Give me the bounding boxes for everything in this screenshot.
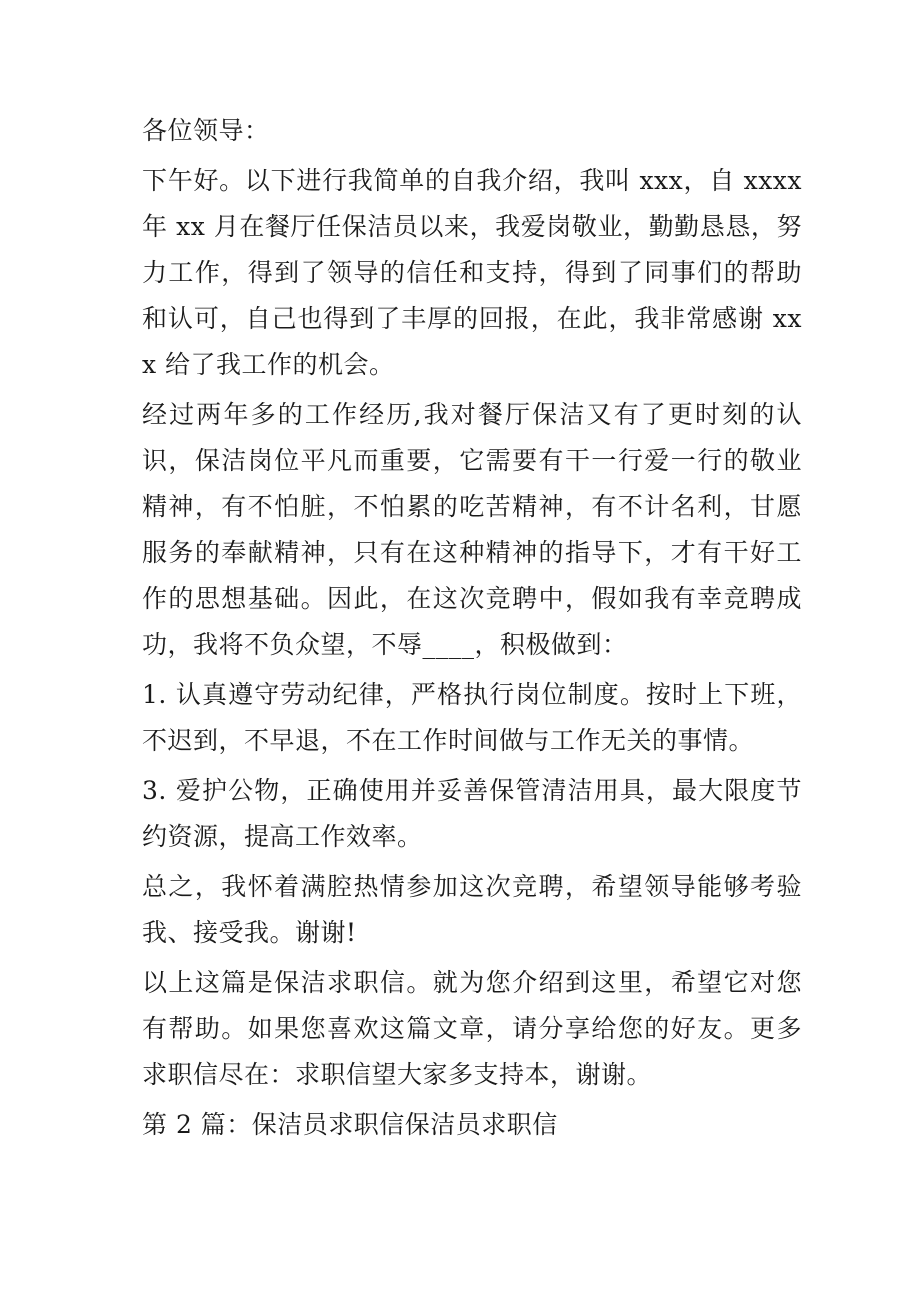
salutation: 各位领导： [142,116,270,145]
list-item-3: 3. 爱护公物，正确使用并妥善保管清洁用具，最大限度节约资源，提高工作效率。 [142,776,802,851]
paragraph-summary: 以上这篇是保洁求职信。就为您介绍到这里，希望它对您有帮助。如果您喜欢这篇文章，请分享给您的好友。更多求职信尽在：求职信望大家多支持本，谢谢。 [142,968,802,1089]
list-item-1: 1. 认真遵守劳动纪律，严格执行岗位制度。按时上下班，不迟到，不早退，不在工作时间做与工作无关的事情。 [142,680,802,755]
document-body [142,108,802,1152]
paragraph-experience: 经过两年多的工作经历,我对餐厅保洁又有了更时刻的认识，保洁岗位平凡而重要，它需要有干一行爱一行的敬业精神，有不怕脏，不怕累的吃苦精神，有不计名利，甘愿服务的奉献精神，只有在这种精神的指导下，才有干好工作的思想基础。因此，在这次竞聘中，假如我有幸竞聘成功，我将不负众望，不辱____，积极做到： [142,400,802,659]
paragraph-closing: 总之，我怀着满腔热情参加这次竞聘，希望领导能够考验我、接受我。谢谢! [142,872,802,947]
section-heading-part-2: 第 2 篇：保洁员求职信保洁员求职信 [142,1110,558,1139]
paragraph-introduction: 下午好。以下进行我简单的自我介绍，我叫 xxx，自 xxxx 年 xx 月在餐厅任保洁员以来，我爱岗敬业，勤勤恳恳，努力工作，得到了领导的信任和支持，得到了同事们的帮助和认可，自己也得到了丰厚的回报，在此，我非常感谢 xxx 给了我工作的机会。 [142,166,802,379]
